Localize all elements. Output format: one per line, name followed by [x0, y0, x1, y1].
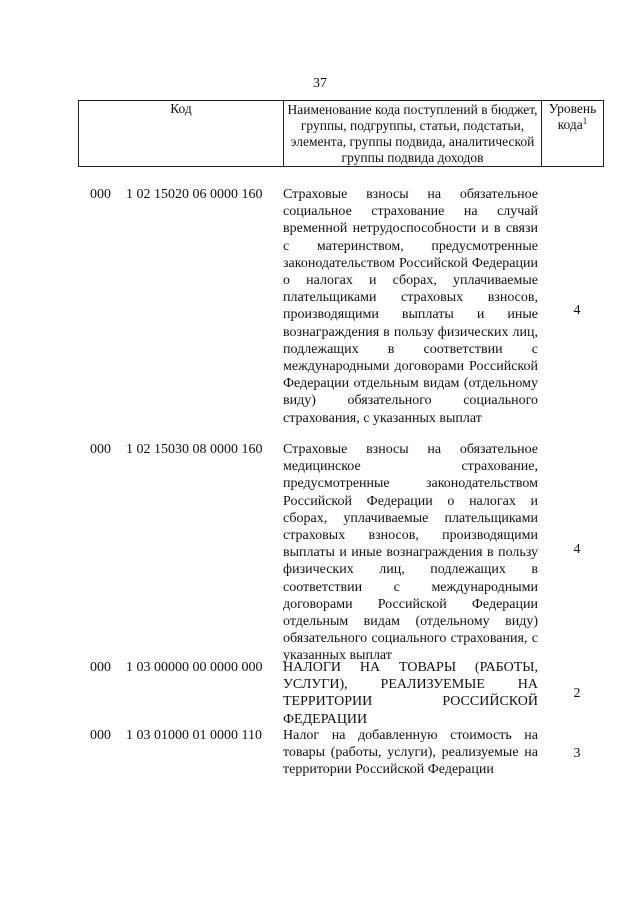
row-level: 3	[573, 746, 581, 761]
row-code: 1 03 01000 01 0000 110	[126, 728, 262, 743]
header-level-footnote: 1	[582, 116, 588, 126]
row-admin-code: 000	[90, 660, 111, 675]
table-header	[78, 100, 604, 167]
row-level: 2	[573, 686, 581, 701]
table-row	[0, 186, 640, 441]
row-code: 1 02 15030 08 0000 160	[126, 442, 263, 457]
row-code: 1 03 00000 00 0000 000	[126, 660, 263, 675]
page-number: 37	[313, 76, 327, 91]
header-code: Код	[79, 101, 284, 167]
header-level: Уровень кода	[548, 101, 597, 132]
row-level: 4	[573, 542, 581, 557]
row-code: 1 02 15020 06 0000 160	[126, 187, 263, 202]
row-name: Налог на добавленную стоимость на товары (работы, услуги), реализуемые на территории Российской Федерации	[283, 728, 538, 778]
row-level: 4	[573, 303, 581, 318]
code-table-body	[0, 186, 640, 787]
table-row	[0, 441, 640, 664]
header-name: Наименование кода поступлений в бюджет, группы, подгруппы, статьи, подстатьи, элемента, группы подвида, аналитической группы подвида доходов	[284, 101, 542, 167]
row-admin-code: 000	[90, 442, 111, 457]
row-name: НАЛОГИ НА ТОВАРЫ (РАБОТЫ, УСЛУГИ), РЕАЛИЗУЕМЫЕ НА ТЕРРИТОРИИ РОССИЙСКОЙ ФЕДЕРАЦИИ	[283, 660, 538, 727]
header-level-cell	[542, 101, 604, 167]
table-row	[0, 727, 640, 787]
table-row	[0, 659, 640, 727]
row-admin-code: 000	[90, 728, 111, 743]
row-admin-code: 000	[90, 187, 111, 202]
row-name: Страховые взносы на обязательное социальное страхование на случай временной нетрудоспособности и в связи с материнством, предусмотренные законодательством Российской Федерации о налогах и сборах, уплачиваемые плательщиками страховых взносов, производящими выплаты и иные вознаграждения в пользу физических лиц, подлежащих в соответствии с международными договорами Российской Федерации отдельным видам (отдельному виду) обязательного социального страхования, с указанных выплат	[283, 187, 538, 426]
row-name: Страховые взносы на обязательное медицинское страхование, предусмотренные законодательством Российской Федерации о налогах и сборах, уплачиваемые плательщиками страховых взносов, производящими выплаты и иные вознаграждения в пользу физических лиц, подлежащих в соответствии с международными договорами Российской Федерации отдельным видам (отдельному виду) обязательного социального страхования, с указанных выплат	[283, 442, 538, 664]
